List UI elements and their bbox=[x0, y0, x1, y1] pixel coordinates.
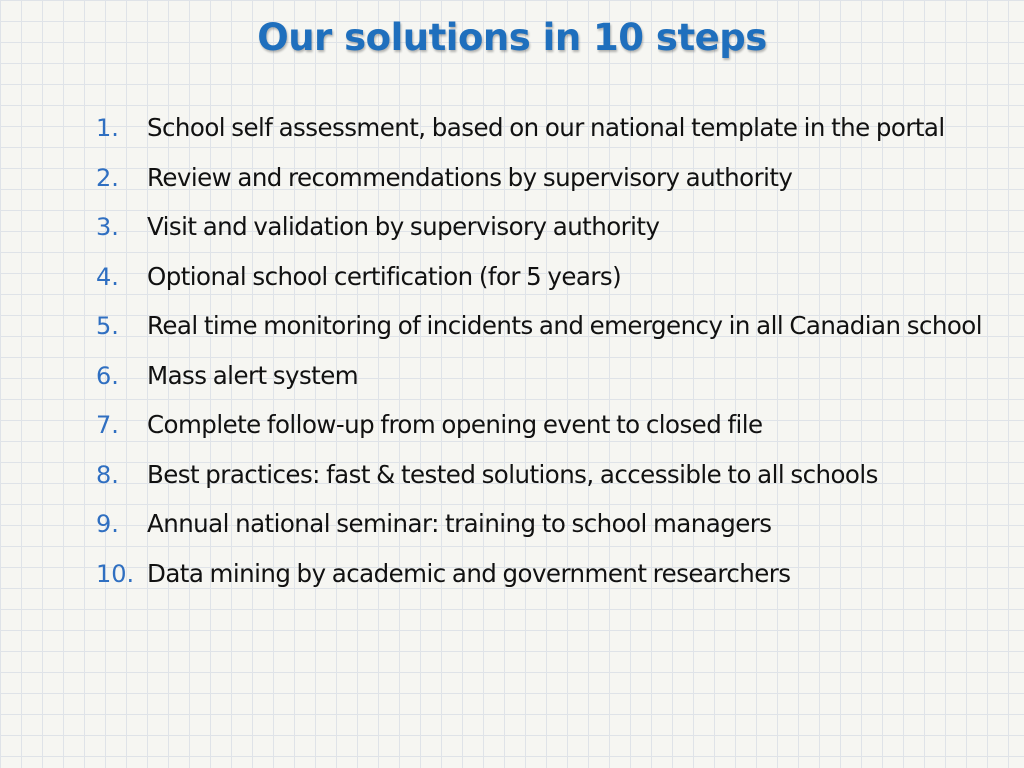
step-number: 9. bbox=[96, 510, 119, 538]
step-text: Visit and validation by supervisory authority bbox=[147, 212, 660, 241]
step-text: Mass alert system bbox=[147, 360, 359, 390]
step-item-7 bbox=[96, 405, 1011, 445]
step-text: Review and recommendations by supervisory authority bbox=[147, 162, 793, 192]
step-text: Annual national seminar: training to school managers bbox=[147, 509, 772, 538]
step-number: 7. bbox=[96, 411, 119, 439]
step-item-6 bbox=[96, 356, 1011, 396]
slide-title: Our solutions in 10 steps bbox=[257, 16, 767, 59]
step-number: 1. bbox=[96, 114, 119, 142]
step-item-2 bbox=[96, 158, 1011, 198]
step-text: Data mining by academic and government researchers bbox=[147, 558, 791, 588]
step-item-8 bbox=[96, 455, 1011, 495]
step-number: 2. bbox=[96, 163, 119, 192]
step-text: Complete follow-up from opening event to closed file bbox=[147, 410, 763, 439]
step-item-5 bbox=[96, 306, 1011, 346]
step-item-4 bbox=[96, 257, 1011, 297]
step-number: 3. bbox=[96, 213, 119, 241]
step-text: Real time monitoring of incidents and emergency in all Canadian school bbox=[147, 311, 982, 340]
step-number: 4. bbox=[96, 262, 119, 291]
step-text: School self assessment, based on our national template in the portal bbox=[147, 113, 945, 142]
step-text: Optional school certification (for 5 years) bbox=[147, 261, 622, 291]
step-number: 10. bbox=[96, 559, 135, 588]
steps-list bbox=[96, 108, 1011, 603]
step-number: 8. bbox=[96, 460, 119, 489]
step-number: 6. bbox=[96, 361, 119, 390]
step-item-3 bbox=[96, 207, 1011, 247]
step-item-9 bbox=[96, 504, 1011, 544]
step-number: 5. bbox=[96, 312, 119, 340]
step-text: Best practices: fast & tested solutions, accessible to all schools bbox=[147, 459, 878, 489]
step-item-1 bbox=[96, 108, 1011, 148]
step-item-10 bbox=[96, 554, 1011, 594]
